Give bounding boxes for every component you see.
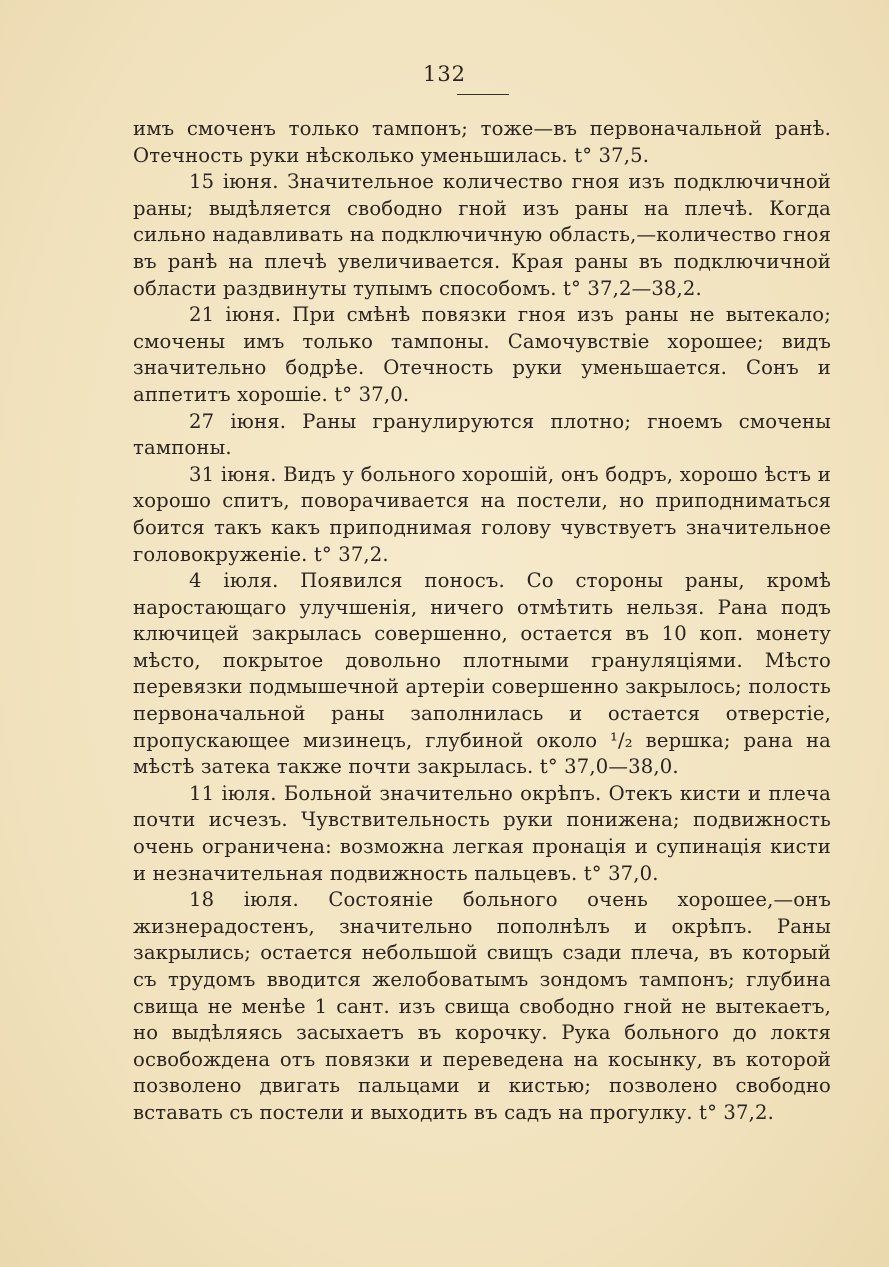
paragraph: 15 іюня. Значительное количество гноя изъ подключичной раны; выдѣляется свободно гной изъ раны на плечѣ. Когда сильно надавливать на подключичную область,—количество гноя въ ранѣ на плечѣ увеличивается. Края раны въ подключичной области раздвинуты тупымъ способомъ. t° 37,2—38,2. [133,170,831,300]
page-number: 132 [422,62,467,86]
page-number-underline [457,94,509,95]
paragraph: 4 іюля. Появился поносъ. Со стороны раны, кромѣ наростающаго улучшенія, ничего отмѣтить нельзя. Рана подъ ключицей закрылась совершенно, остается въ 10 коп. монету мѣсто, покрытое довольно плотными грануляціями. Мѣсто перевязки подмышечной артеріи совершенно закрылось; полость первоначальной раны заполнилась и остается отверстіе, пропускающее мизинецъ, глубиной около ¹/₂ вершка; рана на мѣстѣ затека также почти закрылась. t° 37,0—38,0. [133,569,831,779]
paragraph: 18 іюля. Состояніе больного очень хорошее,—онъ жизнерадостенъ, значительно пополнѣлъ и окрѣпъ. Раны закрылись; остается небольшой свищъ сзади плеча, въ который съ трудомъ вводится желобоватымъ зондомъ тампонъ; глубина свища не менѣе 1 сант. изъ свища свободно гной не вытекаетъ, но выдѣляясь засыхаетъ въ корочку. Рука больного до локтя освобождена отъ повязки и переведена на косынку, въ которой позволено двигать пальцами и кистью; позволено свободно вставать съ постели и выходить въ садъ на прогулку. t° 37,2. [133,888,831,1124]
paragraph: имъ смоченъ только тампонъ; тоже—въ первоначальной ранѣ. Отечность руки нѣсколько уменьшилась. t° 37,5. [133,117,831,167]
paragraph: 21 іюня. При смѣнѣ повязки гноя изъ раны не вытекало; смочены имъ только тампоны. Самочувствіе хорошее; видъ значительно бодрѣе. Отечность руки уменьшается. Сонъ и аппетитъ хорошіе. t° 37,0. [133,303,831,406]
paragraph: 31 іюня. Видъ у больного хорошій, онъ бодръ, хорошо ѣстъ и хорошо спитъ, поворачивается на постели, но приподниматься боится такъ какъ приподнимая голову чувствуетъ значительное головокруженіе. t° 37,2. [133,462,831,566]
paragraph: 11 іюля. Больной значительно окрѣпъ. Отекъ кисти и плеча почти исчезъ. Чувствительность руки понижена; подвижность очень ограничена: возможна легкая пронація и супинація кисти и незначительная подвижность пальцевъ. t° 37,0. [133,781,831,885]
paragraph: 27 іюня. Раны гранулируются плотно; гноемъ смочены тампоны. [133,409,831,460]
body-text [133,116,831,1127]
